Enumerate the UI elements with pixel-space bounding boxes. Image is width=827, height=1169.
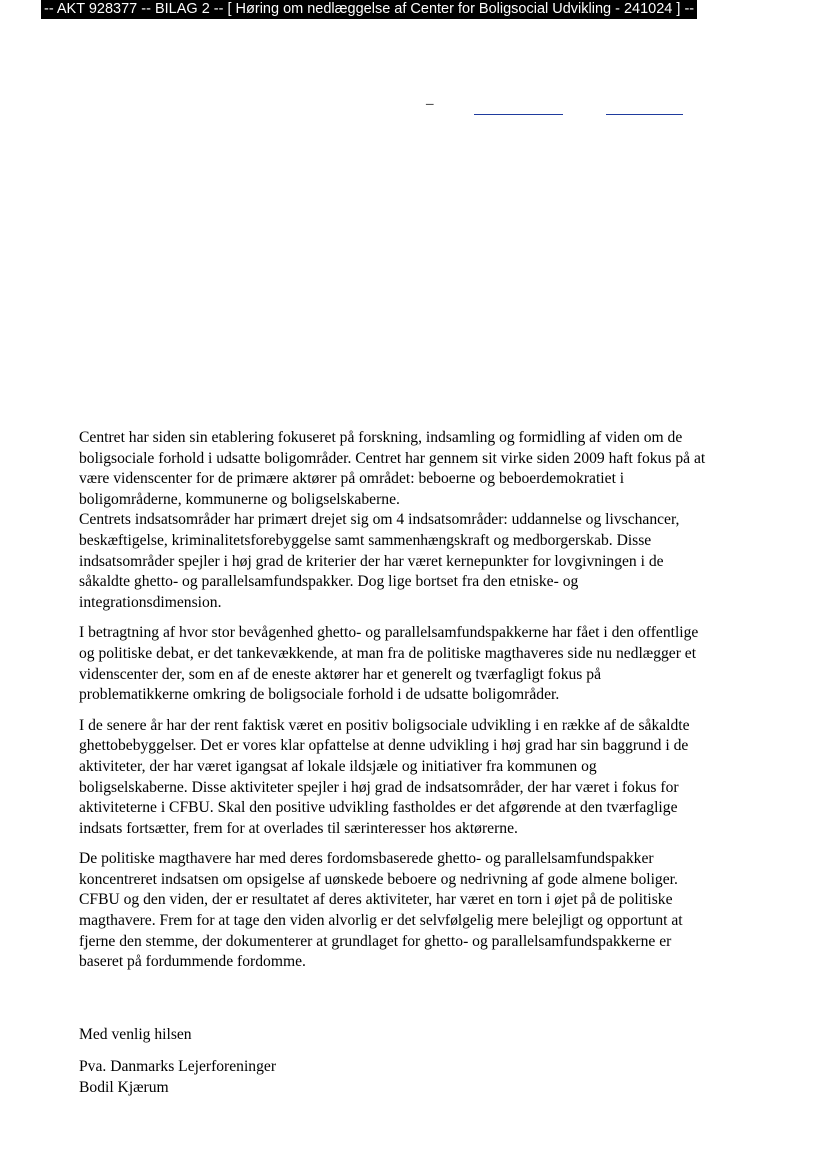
text-line: indsats fortsætter, frem for at overlades til særinteresser hos aktørerne.	[79, 819, 518, 837]
text-line: videnscenter der, som en af de eneste aktører har et generelt og tværfagligt fokus på	[79, 665, 601, 683]
text-line: indsatsområder spejler i høj grad de kriterier der har været kernepunkter for lovgivningen i de	[79, 552, 664, 570]
text-line: såkaldte ghetto- og parallelsamfundspakker. Dog lige bortset fra den etniske- og	[79, 573, 579, 591]
text-line: og politiske debat, er det tankevækkende, at man fra de politiske magthaveres side nu nedlægger et	[79, 644, 697, 662]
text-line: Centrets indsatsområder har primært drejet sig om 4 indsatsområder: uddannelse og livschancer,	[79, 511, 680, 529]
signature-name: Bodil Kjærum	[79, 1078, 169, 1096]
text-line: boligområderne, kommunerne og boligselskaberne.	[79, 490, 400, 508]
underlined-link-placeholder-1[interactable]	[474, 114, 563, 115]
text-line: aktiviteterne i CFBU. Skal den positive udvikling fastholdes er det afgørende at den tværfaglige	[79, 799, 678, 817]
text-line: boligselskaberne. Disse aktiviteter spejler i høj grad de indsatsområder, der har været i fokus for	[79, 778, 679, 796]
text-line: være videnscenter for de primære aktører på området: beboerne og beboerdemokratiet i	[79, 470, 625, 488]
text-line: magthavere. Frem for at tage den viden alvorlig er det selvfølgelig mere belejligt og opportunt at	[79, 912, 683, 930]
text-line: De politiske magthavere har med deres fordomsbaserede ghetto- og parallelsamfundspakker	[79, 850, 654, 868]
signature-block	[79, 1057, 276, 1098]
text-line: boligsociale forhold i udsatte boligområder. Centret har gennem sit virke siden 2009 haft fokus på at	[79, 449, 706, 467]
letter-body	[79, 428, 759, 973]
paragraph-1	[79, 428, 759, 613]
paragraph-4	[79, 849, 759, 973]
text-line: I betragtning af hvor stor bevågenhed ghetto- og parallelsamfundspakkerne har fået i den offentlige	[79, 624, 699, 642]
underlined-link-placeholder-2[interactable]	[606, 114, 683, 115]
header-dash-mark: –	[426, 96, 434, 112]
signature-organization: Pva. Danmarks Lejerforeninger	[79, 1058, 277, 1075]
text-line: Centret har siden sin etablering fokuseret på forskning, indsamling og formidling af viden om de	[79, 429, 683, 446]
paragraph-2	[79, 623, 759, 705]
text-line: beskæftigelse, kriminalitetsforebyggelse samt sammenhængskraft og medborgerskab. Disse	[79, 531, 652, 549]
document-header-banner: -- AKT 928377 -- BILAG 2 -- [ Høring om nedlæggelse af Center for Boligsocial Udvikling - 241024 ] --	[41, 0, 697, 19]
text-line: koncentreret indsatsen om opsigelse af uønskede beboere og nedrivning af gode almene boliger.	[79, 870, 678, 888]
text-line: aktiviteter, der har været igangsat af lokale ildsjæle og initiativer fra kommunen og	[79, 757, 597, 775]
text-line: baseret på fordummende fordomme.	[79, 953, 306, 971]
closing-text: Med venlig hilsen	[79, 1026, 192, 1043]
text-line: I de senere år har der rent faktisk været en positiv boligsociale udvikling i en række af de såkaldte	[79, 716, 690, 734]
text-line: problematikkerne omkring de boligsociale forhold i de udsatte boligområder.	[79, 686, 560, 704]
text-line: ghettobebyggelser. Det er vores klar opfattelse at denne udvikling i høj grad har sin baggrund i de	[79, 737, 689, 755]
signature-closing	[79, 1025, 192, 1046]
text-line: integrationsdimension.	[79, 593, 222, 611]
text-line: fjerne den stemme, der dokumenterer at grundlaget for ghetto- og parallelsamfundspakkerne er	[79, 932, 672, 950]
paragraph-3	[79, 716, 759, 840]
text-line: CFBU og den viden, der er resultatet af deres aktiviteter, har været en torn i øjet på de politiske	[79, 891, 673, 909]
